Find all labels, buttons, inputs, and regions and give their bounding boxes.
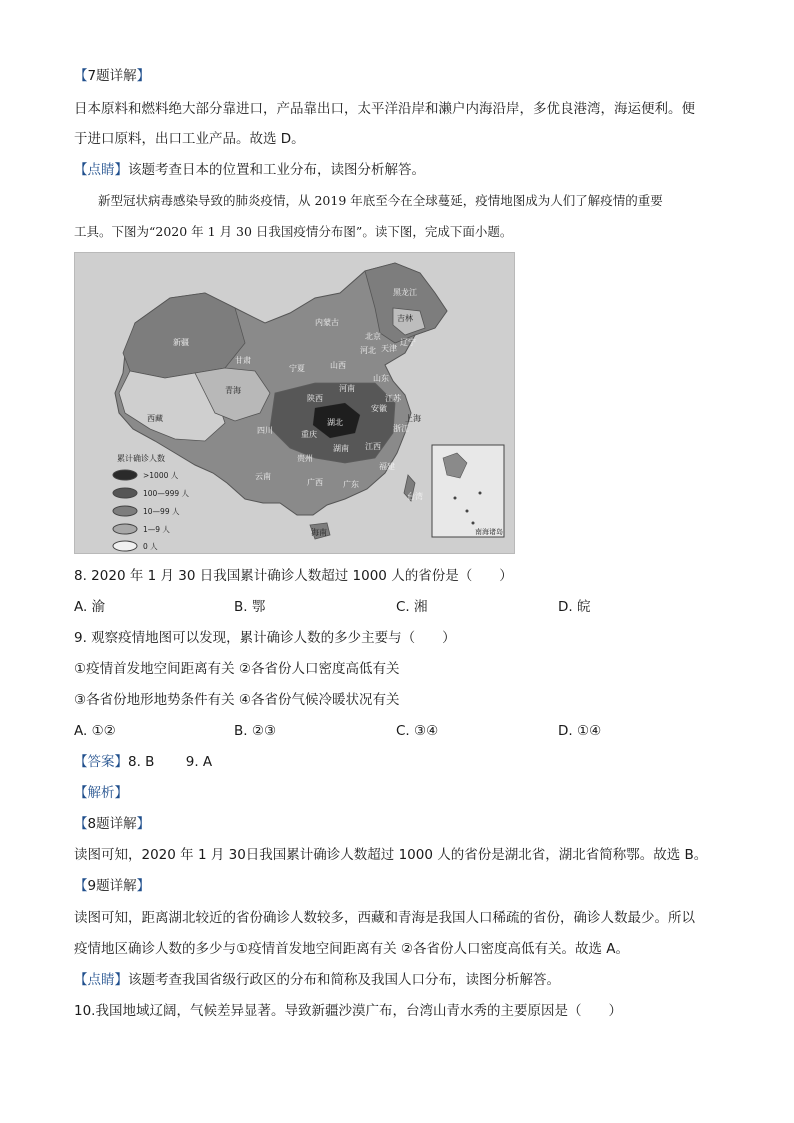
epidemic-map-figure [74,252,515,554]
legend-label-1: >1000 人 [143,471,179,480]
q8-stem: 8. 2020 年 1 月 30 日我国累计确诊人数超过 1000 人的省份是（ ） [74,568,513,584]
label-shandong: 山东 [373,374,389,383]
q8-option-d: D. 皖 [558,599,591,615]
legend-label-4: 1—9 人 [143,525,170,534]
label-hubei: 湖北 [327,418,343,427]
comment-label: 【点睛】 [74,162,128,178]
legend-swatch-5 [113,541,137,551]
q9-statements-1: ①疫情首发地空间距离有关 ②各省份人口密度高低有关 [74,661,400,677]
q9-option-a: A. ①② [74,723,116,739]
label-tianjin: 天津 [381,344,397,353]
label-jilin: 吉林 [397,314,413,323]
legend-label-5: 0 人 [143,542,158,551]
label-fujian: 福建 [379,462,395,471]
q9-option-c: C. ③④ [396,723,439,739]
label-yunnan: 云南 [255,472,271,481]
q9-comment: 【点睛】该题考查我国省级行政区的分布和简称及我国人口分布，读图分析解答。 [74,972,560,988]
intro-line1: 新型冠状病毒感染导致的肺炎疫情，从 2019 年底至今在全球蔓延，疫情地图成为人们了解疫情的重要 [98,193,663,208]
label-hebei: 河北 [360,346,376,355]
map-legend [113,470,190,551]
legend-swatch-1 [113,470,137,480]
q8-option-b: B. 鄂 [234,599,266,615]
label-guangdong: 广东 [343,480,359,489]
label-henan: 河南 [339,384,355,393]
legend-label-3: 10—99 人 [143,507,180,516]
label-shaanxi: 陕西 [307,394,323,403]
intro-line2: 工具。下图为“2020 年 1 月 30 日我国疫情分布图”。读下图，完成下面小题。 [74,224,513,239]
answer [74,752,212,772]
legend-title: 累计确诊人数 [117,454,165,463]
label-qinghai: 青海 [225,386,241,395]
q8-option-c: C. 湘 [396,599,428,615]
label-beijing: 北京 [365,332,381,341]
label-neimenggu: 内蒙古 [315,318,339,327]
q9-detail-line1: 读图可知，距离湖北较近的省份确诊人数较多，西藏和青海是我国人口稀疏的省份，确诊人数最少。所以 [74,910,695,926]
label-guangxi: 广西 [307,478,323,487]
label-hainan: 海南 [311,528,327,537]
label-guizhou: 贵州 [297,454,313,463]
china-map [75,253,514,553]
legend-swatch-3 [113,506,137,516]
label-hunan: 湖南 [333,444,349,453]
label-xinjiang: 新疆 [173,338,189,347]
q8-detail-heading: 【8题详解】 [74,816,151,832]
q9-detail-line2: 疫情地区确诊人数的多少与①疫情首发地空间距离有关 ②各省份人口密度高低有关。故选 A。 [74,941,630,957]
q8-option-a: A. 渝 [74,599,106,615]
q9-statements-2: ③各省份地形地势条件有关 ④各省份气候冷暖状况有关 [74,692,400,708]
analysis-label: 【解析】 [74,785,128,801]
label-xizang: 西藏 [147,414,163,423]
label-shanghai: 上海 [405,414,421,423]
label-zhejiang: 浙江 [393,424,409,433]
region-xinjiang [123,293,245,378]
legend-swatch-2 [113,488,137,498]
q9-stem: 9. 观察疫情地图可以发现，累计确诊人数的多少主要与（ ） [74,630,456,646]
south-china-sea-inset [432,445,504,537]
label-ningxia: 宁夏 [289,364,305,373]
legend-label-2: 100—999 人 [143,489,190,498]
q9-detail-heading: 【9题详解】 [74,878,151,894]
inset-label: 南海诸岛 [475,528,503,536]
label-liaoning: 辽宁 [400,338,416,347]
q7-comment: 【点睛】该题考查日本的位置和工业分布，读图分析解答。 [74,162,425,178]
label-anhui: 安徽 [371,404,387,413]
q7-text-line1: 日本原料和燃料绝大部分靠进口，产品靠出口，太平洋沿岸和濑户内海沿岸，多优良港湾，海运便利。便 [74,101,695,117]
q7-heading: 【7题详解】 [74,68,151,84]
legend-swatch-4 [113,524,137,534]
label-taiwan: 台湾 [407,492,423,501]
q7-text-line2: 于进口原料，出口工业产品。故选 D。 [74,131,305,147]
label-gansu: 甘肃 [235,356,251,365]
label-shanxi: 山西 [330,361,346,370]
label-jiangxi: 江西 [365,442,381,451]
comment-label: 【点睛】 [74,972,128,988]
q9-option-d: D. ①④ [558,723,602,739]
label-sichuan: 四川 [257,426,273,435]
answer-label: 【答案】 [74,754,128,770]
label-jiangsu: 江苏 [385,394,401,403]
answer-value: 8. B 9. A [128,754,213,770]
label-chongqing: 重庆 [301,430,317,439]
q8-detail-text: 读图可知，2020 年 1 月 30日我国累计确诊人数超过 1000 人的省份是湖北省，湖北省简称鄂。故选 B。 [74,847,708,863]
label-heilongjiang: 黑龙江 [393,288,417,297]
q9-option-b: B. ②③ [234,723,277,739]
q10-stem: 10.我国地域辽阔，气候差异显著。导致新疆沙漠广布，台湾山青水秀的主要原因是（ ） [74,1003,622,1019]
